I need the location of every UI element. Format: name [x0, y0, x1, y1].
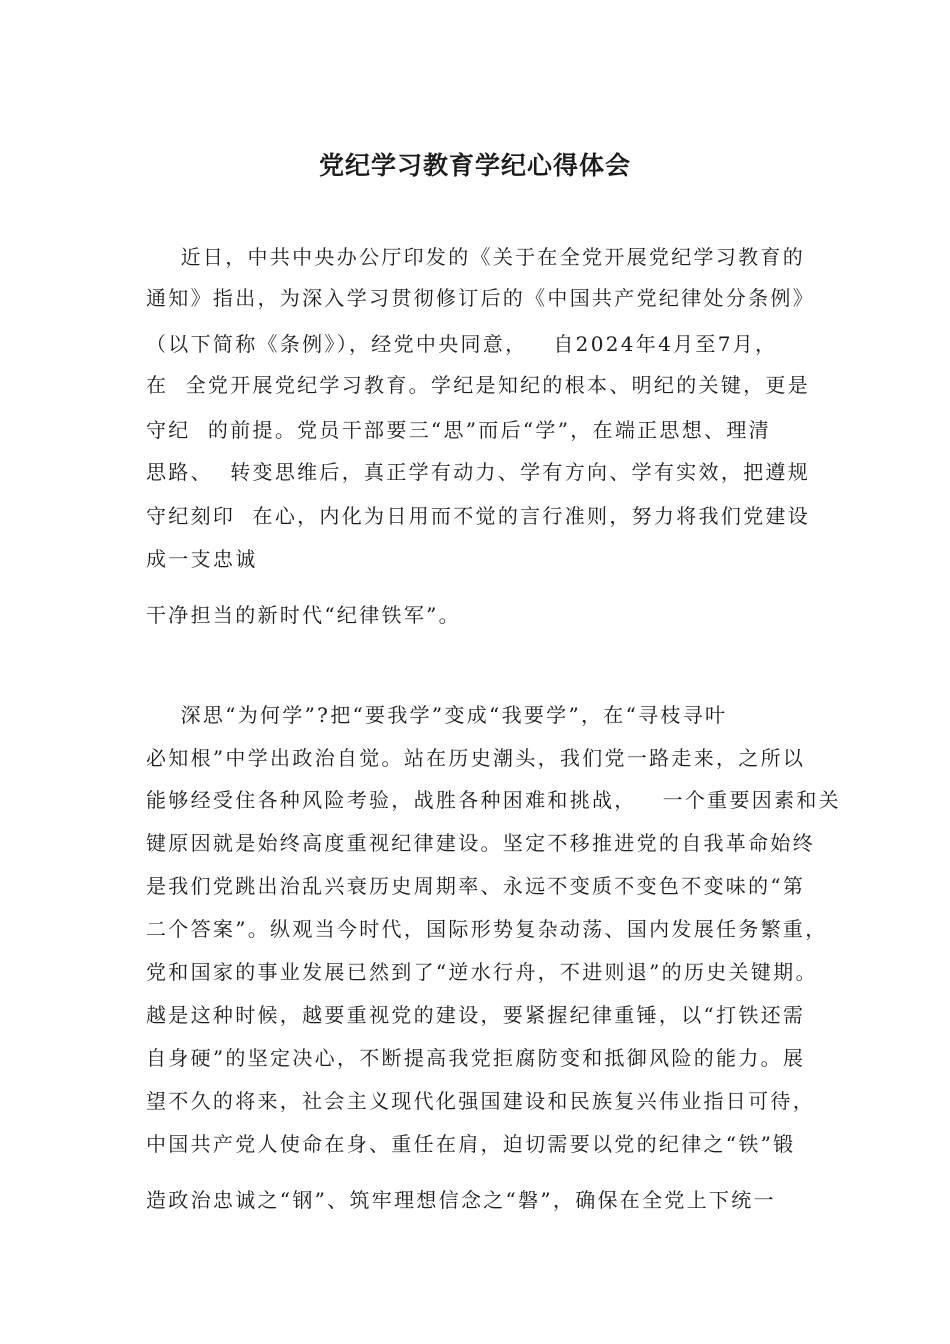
paragraph-1-line-6: 思路、 转变思维后，真正学有动力、学有方向、学有实效，把遵规: [146, 460, 811, 484]
paragraph-2-line-5: 是我们党跳出治乱兴衰历史周期率、永远不变质不变色不变味的“第: [146, 874, 806, 898]
paragraph-2-line-4: 键原因就是始终高度重视纪律建设。坚定不移推进党的自我革命始终: [146, 831, 815, 855]
paragraph-1-line-5: 守纪 的前提。党员干部要三“思”而后“学”，在端正思想、理清: [146, 418, 771, 442]
paragraph-2-line-11: 中国共产党人使命在身、重任在肩，迫切需要以党的纪律之“铁”锻: [146, 1132, 796, 1156]
paragraph-2-line-7: 党和国家的事业发展已然到了“逆水行舟，不进则退”的历史关键期。: [146, 960, 818, 984]
paragraph-1-line-8: 成一支忠诚: [146, 547, 258, 571]
paragraph-1-line-4: 在 全党开展党纪学习教育。学纪是知纪的根本、明纪的关键，更是: [146, 373, 811, 397]
paragraph-1-line-7: 守纪刻印 在心，内化为日用而不觉的言行准则，努力将我们党建设: [146, 504, 811, 528]
paragraph-2-line-8: 越是这种时候，越要重视党的建设，要紧握纪律重锤，以“打铁还需: [146, 1003, 806, 1027]
paragraph-2-line-3: 能够经受住各种风险考验，战胜各种困难和挑战， 一个重要因素和关: [146, 788, 841, 812]
paragraph-1-line-9: 干净担当的新时代“纪律铁军”。: [146, 603, 461, 627]
paragraph-1-line-3: （以下简称《条例》），经党中央同意， 自2024年4月至7月，: [146, 332, 778, 356]
paragraph-1-line-1: 近日，中共中央办公厅印发的《关于在全党开展党纪学习教育的: [146, 245, 806, 269]
document-title: 党纪学习教育学纪心得体会: [318, 151, 631, 180]
paragraph-2-line-12: 造政治忠诚之“钢”、筑牢理想信念之“磐”，确保在全党上下统一: [146, 1188, 776, 1212]
paragraph-1-line-2: 通知》指出，为深入学习贯彻修订后的《中国共产党纪律处分条例》: [146, 286, 815, 310]
paragraph-2-line-2: 必知根”中学出政治自觉。站在历史潮头，我们党一路走来，之所以: [146, 746, 806, 770]
paragraph-2-line-10: 望不久的将来，社会主义现代化强国建设和民族复兴伟业指日可待，: [146, 1089, 815, 1113]
paragraph-2-line-9: 自身硬”的坚定决心，不断提高我党拒腐防变和抵御风险的能力。展: [146, 1046, 806, 1070]
paragraph-2-line-1: 深思“为何学”?把“要我学”变成“我要学”，在“寻枝寻叶: [146, 703, 728, 727]
paragraph-2-line-6: 二个答案”。纵观当今时代，国际形势复杂动荡、国内发展任务繁重，: [146, 917, 828, 941]
